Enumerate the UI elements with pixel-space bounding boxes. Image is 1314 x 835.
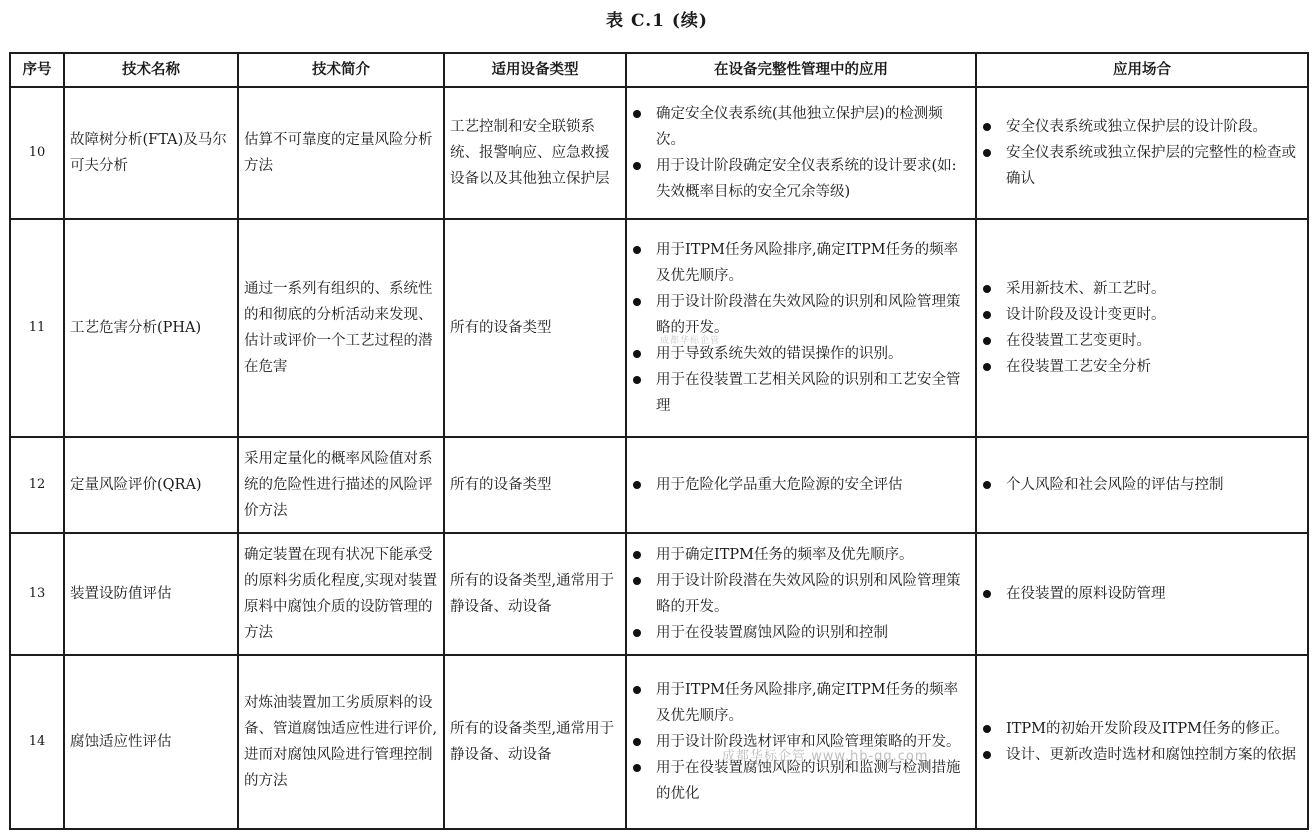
list-item: 在役装置工艺变更时。 xyxy=(982,328,1302,354)
scenario-list xyxy=(982,581,1302,607)
list-item: 用于ITPM任务风险排序,确定ITPM任务的频率及优先顺序。 xyxy=(632,677,970,729)
table-row xyxy=(10,87,1308,219)
application-list xyxy=(632,472,970,498)
scenario-cell xyxy=(976,655,1308,829)
list-item: 用于设计阶段选材评审和风险管理策略的开发。 xyxy=(632,729,970,755)
scenario-list xyxy=(982,472,1302,498)
tech-name: 定量风险评价(QRA) xyxy=(64,437,238,533)
list-item: 用于确定ITPM任务的频率及优先顺序。 xyxy=(632,542,970,568)
scenario-cell xyxy=(976,219,1308,437)
tech-intro: 对炼油装置加工劣质原料的设备、管道腐蚀适应性进行评价,进而对腐蚀风险进行管理控制的方法 xyxy=(238,655,444,829)
equipment-type: 所有的设备类型 xyxy=(444,219,626,437)
list-item: 用于ITPM任务风险排序,确定ITPM任务的频率及优先顺序。 xyxy=(632,237,970,289)
header-equipment-type: 适用设备类型 xyxy=(444,53,626,87)
list-item: 用于设计阶段确定安全仪表系统的设计要求(如:失效概率目标的安全冗余等级) xyxy=(632,153,970,205)
list-item: 用于危险化学品重大危险源的安全评估 xyxy=(632,472,970,498)
application-list xyxy=(632,101,970,205)
row-number: 10 xyxy=(10,87,64,219)
list-item: 确定安全仪表系统(其他独立保护层)的检测频次。 xyxy=(632,101,970,153)
table-caption: 表 C.1 (续) xyxy=(606,11,708,31)
equipment-type: 所有的设备类型,通常用于静设备、动设备 xyxy=(444,655,626,829)
header-scenario: 应用场合 xyxy=(976,53,1308,87)
scenario-list xyxy=(982,114,1302,192)
list-item: 个人风险和社会风险的评估与控制 xyxy=(982,472,1302,498)
application-cell xyxy=(626,655,976,829)
tech-intro: 采用定量化的概率风险值对系统的危险性进行描述的风险评价方法 xyxy=(238,437,444,533)
application-cell xyxy=(626,87,976,219)
application-list xyxy=(632,237,970,419)
list-item: 在役装置工艺安全分析 xyxy=(982,354,1302,380)
list-item: 在役装置的原料设防管理 xyxy=(982,581,1302,607)
row-number: 13 xyxy=(10,533,64,655)
table-row xyxy=(10,219,1308,437)
header-application: 在设备完整性管理中的应用 xyxy=(626,53,976,87)
watermark-small: 成都华标企管 xyxy=(660,336,721,346)
application-cell xyxy=(626,219,976,437)
tech-intro: 估算不可靠度的定量风险分析方法 xyxy=(238,87,444,219)
application-list xyxy=(632,542,970,646)
scenario-list xyxy=(982,716,1302,768)
list-item: 设计、更新改造时选材和腐蚀控制方案的依据 xyxy=(982,742,1302,768)
tech-intro: 确定装置在现有状况下能承受的原料劣质化程度,实现对装置原料中腐蚀介质的设防管理的方法 xyxy=(238,533,444,655)
tech-name: 腐蚀适应性评估 xyxy=(64,655,238,829)
application-cell xyxy=(626,533,976,655)
watermark-large: 成都华标企管 www.hb-qg.com xyxy=(722,749,929,764)
equipment-type: 工艺控制和安全联锁系统、报警响应、应急救援设备以及其他独立保护层 xyxy=(444,87,626,219)
scenario-cell xyxy=(976,87,1308,219)
list-item: 采用新技术、新工艺时。 xyxy=(982,276,1302,302)
table-row xyxy=(10,533,1308,655)
equipment-type: 所有的设备类型 xyxy=(444,437,626,533)
technique-table xyxy=(9,52,1309,830)
list-item: 用于设计阶段潜在失效风险的识别和风险管理策略的开发。 xyxy=(632,568,970,620)
list-item: 用于在役装置腐蚀风险的识别和控制 xyxy=(632,620,970,646)
header-row xyxy=(10,53,1308,87)
row-number: 12 xyxy=(10,437,64,533)
scenario-cell xyxy=(976,533,1308,655)
list-item: 安全仪表系统或独立保护层的设计阶段。 xyxy=(982,114,1302,140)
table-row xyxy=(10,437,1308,533)
list-item: 用于导致系统失效的错误操作的识别。 xyxy=(632,341,970,367)
header-tech-intro: 技术简介 xyxy=(238,53,444,87)
header-tech-name: 技术名称 xyxy=(64,53,238,87)
row-number: 14 xyxy=(10,655,64,829)
list-item: 用于在役装置工艺相关风险的识别和工艺安全管理 xyxy=(632,367,970,419)
list-item: 设计阶段及设计变更时。 xyxy=(982,302,1302,328)
table-row xyxy=(10,655,1308,829)
row-number: 11 xyxy=(10,219,64,437)
tech-name: 故障树分析(FTA)及马尔可夫分析 xyxy=(64,87,238,219)
list-item: 用于在役装置腐蚀风险的识别和监测与检测措施的优化 xyxy=(632,755,970,807)
scenario-cell xyxy=(976,437,1308,533)
equipment-type: 所有的设备类型,通常用于静设备、动设备 xyxy=(444,533,626,655)
list-item: 用于设计阶段潜在失效风险的识别和风险管理策略的开发。 xyxy=(632,289,970,341)
header-serial: 序号 xyxy=(10,53,64,87)
list-item: ITPM的初始开发阶段及ITPM任务的修正。 xyxy=(982,716,1302,742)
tech-name: 工艺危害分析(PHA) xyxy=(64,219,238,437)
tech-name: 装置设防值评估 xyxy=(64,533,238,655)
list-item: 安全仪表系统或独立保护层的完整性的检查或确认 xyxy=(982,140,1302,192)
scenario-list xyxy=(982,276,1302,380)
application-list xyxy=(632,677,970,807)
application-cell xyxy=(626,437,976,533)
tech-intro: 通过一系列有组织的、系统性的和彻底的分析活动来发现、估计或评价一个工艺过程的潜在危害 xyxy=(238,219,444,437)
